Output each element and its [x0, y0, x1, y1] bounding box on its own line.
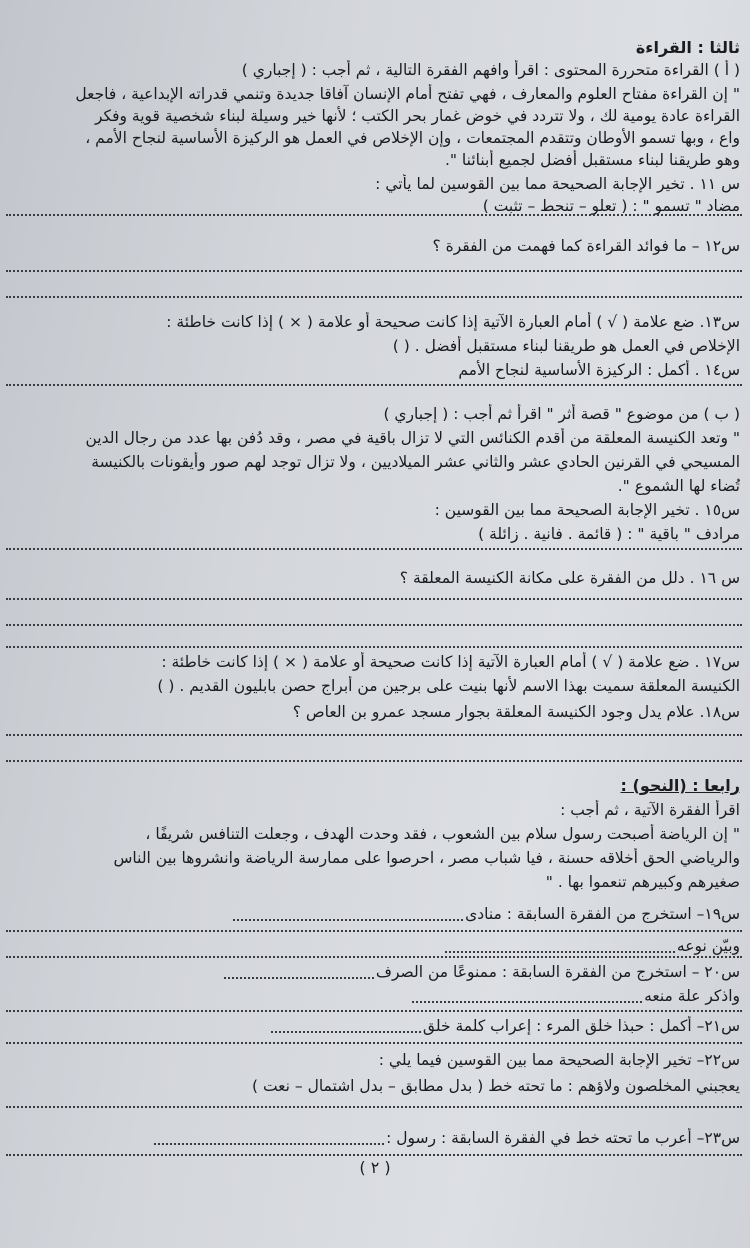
question-13: س١٣. ضع علامة ( √ ) أمام العبارة الآتية إذا كانت صحيحة أو علامة ( × ) إذا كانت خاطئة : [166, 313, 740, 331]
reading-a-para-line-2: القراءة عادة يومية لك ، ولا تتردد في خوض غمار بحر الكتب ؛ لأنها خير وسيلة لبناء شخصية قوية وفكر [94, 107, 740, 125]
answer-line-q19[interactable] [6, 930, 742, 932]
reading-section-title: ثالثا : القراءة [635, 38, 740, 57]
question-13-item: الإخلاص في العمل هو طريقنا لبناء مستقبل أفضل . ( ) [392, 337, 740, 355]
question-16: س ١٦ . دلل من الفقرة على مكانة الكنيسة المعلقة ؟ [399, 569, 740, 587]
answer-line-q16-1[interactable] [6, 598, 742, 600]
question-11: س ١١ . تخير الإجابة الصحيحة مما بين القوسين لما يأتي : [375, 175, 740, 193]
question-19 [10, 904, 740, 924]
question-18: س١٨. علام يدل وجود الكنيسة المعلقة بجوار مسجد عمرو بن العاص ؟ [292, 703, 740, 721]
question-12: س١٢ – ما فوائد القراءة كما فهمت من الفقرة ؟ [432, 237, 740, 255]
answer-line-q14[interactable] [6, 384, 742, 386]
answer-line-q15[interactable] [6, 548, 742, 550]
question-20-text: س٢٠ – استخرج من الفقرة السابقة : ممنوعًا من الصرف [375, 963, 740, 981]
question-19-b-text: وبيّن نوعه [676, 937, 740, 955]
question-20 [10, 962, 740, 982]
question-17: س١٧ . ضع علامة ( √ ) أمام العبارة الآتية إذا كانت صحيحة أو علامة ( × ) إذا كانت خاطئة : [161, 653, 740, 671]
answer-line-q12-1[interactable] [6, 270, 742, 272]
reading-a-para-line-3: واع ، وبها تسمو الأوطان وتتقدم المجتمعات ، وإن الإخلاص في العمل هو الركيزة الأساسية لنجاح الأمم ، [85, 129, 740, 147]
reading-a-para-line-4: وهو طريقنا لبناء مستقبل أفضل لجميع أبنائنا ". [444, 151, 740, 169]
answer-line-q16-2[interactable] [6, 624, 742, 626]
answer-line-q18-2[interactable] [6, 760, 742, 762]
answer-line-q18-1[interactable] [6, 734, 742, 736]
answer-line-q12-2[interactable] [6, 296, 742, 298]
reading-part-b-intro: ( ب ) من موضوع " قصة أثر " اقرأ ثم أجب : ( إجباري ) [383, 405, 740, 423]
question-19-text: س١٩– استخرج من الفقرة السابقة : منادى [465, 905, 740, 923]
reading-b-para-line-2: المسيحي في القرنين الحادي عشر والثاني عشر الميلاديين ، ولا تزال توجد لهم صور وأيقونات بالكنيسة [91, 453, 740, 471]
question-11-item: مضاد " تسمو " : ( تعلو – تنحط – تثبت ) [482, 197, 740, 215]
question-19-b [10, 936, 740, 956]
answer-line-q23[interactable] [6, 1154, 742, 1156]
question-22: س٢٢– تخير الإجابة الصحيحة مما بين القوسين فيما يلي : [378, 1051, 740, 1069]
question-14: س١٤ . أكمل : الركيزة الأساسية لنجاح الأمم [458, 361, 740, 379]
answer-line-q19-inline[interactable] [233, 909, 463, 921]
grammar-para-line-3: صغيرهم وكبيرهم تنعموا بها . " [545, 873, 740, 891]
question-21 [10, 1016, 740, 1036]
reading-b-para-line-1: " وتعد الكنيسة المعلقة من أقدم الكنائس التي لا تزال باقية في مصر ، وقد دُفن بها عدد من رجال الدين [85, 429, 740, 447]
page-number: ( ٢ ) [359, 1158, 391, 1177]
answer-line-q19-b[interactable] [6, 956, 742, 958]
answer-line-q20-inline[interactable] [224, 967, 374, 979]
answer-line-q21-inline[interactable] [271, 1021, 421, 1033]
grammar-para-line-1: " إن الرياضة أصبحت رسول سلام بين الشعوب ، فقد وحدت الهدف ، وجعلت التنافس شريفًا ، [145, 825, 740, 843]
question-22-item: يعجبني المخلصون ولاؤهم : ما تحته خط ( بدل مطابق – بدل اشتمال – نعت ) [251, 1077, 740, 1095]
answer-line-q19-b-inline[interactable] [445, 941, 675, 953]
grammar-intro: اقرأ الفقرة الآتية ، ثم أجب : [560, 801, 740, 819]
question-23 [10, 1128, 740, 1148]
answer-line-q20[interactable] [6, 1010, 742, 1012]
reading-b-para-line-3: تُضاء لها الشموع ". [617, 477, 740, 495]
answer-line-q20-b-inline[interactable] [412, 991, 642, 1003]
question-21-text: س٢١– أكمل : حبذا خلق المرء : إعراب كلمة خلق [422, 1017, 740, 1035]
reading-part-a-intro: ( أ ) القراءة متحررة المحتوى : اقرأ وافهم الفقرة التالية ، ثم أجب : ( إجباري ) [241, 61, 740, 79]
question-17-item: الكنيسة المعلقة سميت بهذا الاسم لأنها بنيت على برجين من أبراج حصن بابليون القديم . ( ) [157, 677, 740, 695]
answer-line-q16-3[interactable] [6, 646, 742, 648]
question-15-item: مرادف " باقية " : ( قائمة . فانية . زائلة ) [478, 525, 740, 543]
question-15: س١٥ . تخير الإجابة الصحيحة مما بين القوسين : [434, 501, 740, 519]
answer-line-q21[interactable] [6, 1042, 742, 1044]
answer-line-q22[interactable] [6, 1106, 742, 1108]
grammar-para-line-2: والرياضي الحق أخلاقه حسنة ، فيا شباب مصر ، احرصوا على ممارسة الرياضة وانشروها بين الناس [113, 849, 740, 867]
answer-line-q11[interactable] [6, 214, 742, 216]
question-23-text: س٢٣– أعرب ما تحته خط في الفقرة السابقة : رسول : [386, 1129, 740, 1147]
answer-line-q23-inline[interactable] [154, 1133, 384, 1145]
question-20-b [10, 986, 740, 1006]
question-20-b-text: واذكر علة منعه [644, 987, 740, 1005]
reading-a-para-line-1: " إن القراءة مفتاح العلوم والمعارف ، فهي تفتح أمام الإنسان آفاقا جديدة وتنمي قدراته الإبداعية ، فاجعل [75, 85, 740, 103]
grammar-section-title: رابعا : (النحو) : [620, 776, 740, 795]
